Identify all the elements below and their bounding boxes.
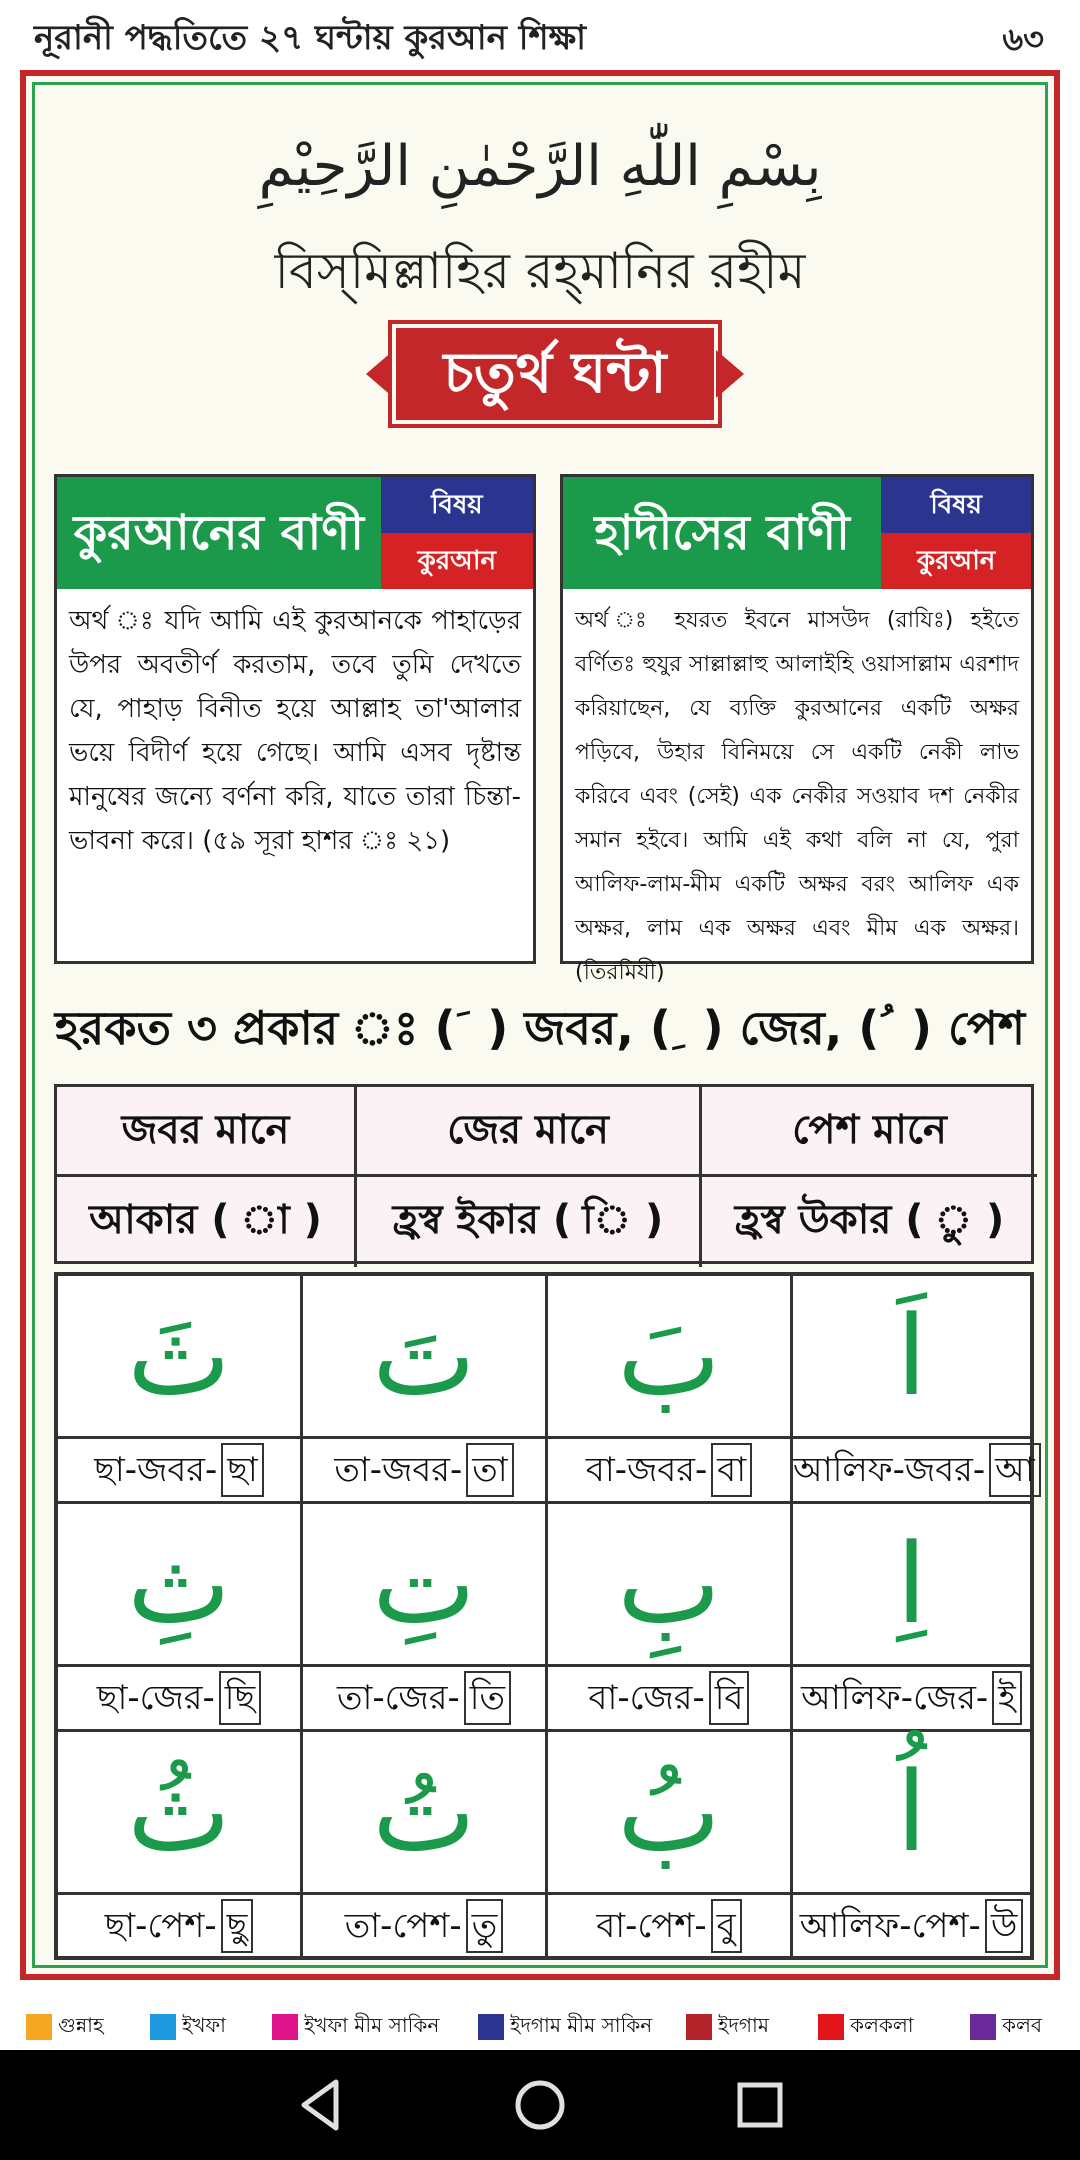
letter-sound: বি (709, 1671, 750, 1725)
letter-cell (303, 1276, 548, 1504)
meaning-table (54, 1084, 1034, 1264)
letter-label (58, 1436, 300, 1502)
letter-sound: ছু (221, 1899, 254, 1953)
bismillah-arabic: بِسْمِ اللّٰهِ الرَّحْمٰنِ الرَّحِيْمِ (258, 134, 822, 199)
legend-swatch (272, 2014, 298, 2040)
letter-cell (548, 1276, 793, 1504)
letter-grid (54, 1272, 1034, 1960)
letter-label (548, 1664, 790, 1730)
legend-label: ইদগাম (718, 2013, 769, 2037)
letter-sound: বু (711, 1899, 742, 1953)
quran-panel-title: কুরআনের বাণী (73, 505, 365, 561)
home-icon[interactable] (507, 2072, 573, 2138)
legend-item (26, 2010, 103, 2040)
arabic-letter: اِ (896, 1520, 927, 1648)
hadith-panel (560, 474, 1034, 985)
quran-panel-tag-topic: কুরআন (381, 533, 533, 589)
quran-panel (54, 474, 536, 964)
page-frame (20, 70, 1060, 1980)
legend-item (478, 2010, 652, 2040)
legend-label: গুন্নাহ (58, 2013, 104, 2037)
letter-cell (303, 1504, 548, 1732)
bismillah-bengali: বিস্‌মিল্লাহির রহ্‌মানির রহীম (274, 242, 806, 300)
harakat-heading: হরকত ৩ প্রকার ঃ ( َ ) জবর, ( ِ ) জের, ( ُ ) পেশ (54, 1001, 1026, 1055)
ribbon-left-arrow-icon (366, 350, 394, 398)
letter-name: তা-জের- (336, 1678, 460, 1718)
meaning-header: পেশ মানে (702, 1087, 1037, 1177)
tajweed-legend (0, 2004, 1080, 2044)
quran-panel-text: অর্থ ঃ যদি আমি এই কুরআনকে পাহাড়ের উপর অবতীর্ণ করতাম, তবে তুমি দেখতে যে, পাহাড় বিনীত হয়ে আল্লাহ তা'আলার ভয়ে বিদীর্ণ হয়ে গেছে। আমি এসব দৃষ্টান্ত মানুষের জন্যে বর্ণনা করি, যাতে তারা চিন্তা-ভাবনা করে। (৫৯ সূরা হাশর ঃ ২১) (69, 606, 521, 856)
hadith-panel-tag-topic: কুরআন (881, 533, 1031, 589)
arabic-letter: ثُ (127, 1748, 231, 1876)
letter-sound: তি (464, 1671, 511, 1725)
letter-name: বা-জের- (588, 1678, 705, 1718)
arabic-letter: اَ (896, 1292, 927, 1420)
letter-label (793, 1892, 1030, 1958)
hadith-panel-header (563, 477, 1031, 589)
letter-label (303, 1892, 545, 1958)
quran-panel-tag-subject: বিষয় (381, 477, 533, 533)
legend-swatch (970, 2014, 996, 2040)
letter-name: তা-জবর- (334, 1450, 463, 1490)
quran-panel-header (57, 477, 533, 589)
letter-sound: ছি (219, 1671, 261, 1725)
letter-name: আলিফ-পেশ- (799, 1906, 981, 1946)
arabic-letter: تُ (372, 1748, 476, 1876)
letter-name: ছা-জবর- (94, 1450, 218, 1490)
letter-cell (793, 1276, 1035, 1504)
arabic-letter: ثَ (127, 1292, 231, 1420)
letter-name: ছা-জের- (96, 1678, 215, 1718)
arabic-letter: ثِ (127, 1520, 231, 1648)
legend-item (818, 2010, 914, 2040)
back-icon[interactable] (290, 2072, 356, 2138)
letter-name: আলিফ-জের- (801, 1678, 989, 1718)
letter-cell (793, 1504, 1030, 1732)
letter-cell (58, 1732, 303, 1956)
letter-cell (303, 1732, 548, 1956)
arabic-letter: بِ (617, 1520, 721, 1648)
page-content (46, 94, 1034, 1960)
letter-sound: তা (466, 1443, 513, 1497)
letter-label (548, 1892, 790, 1958)
letter-name: আলিফ-জবর- (793, 1450, 986, 1490)
legend-swatch (478, 2014, 504, 2040)
legend-item (970, 2010, 1042, 2040)
meaning-value: হ্রস্ব ইকার ( ি ) (357, 1177, 702, 1267)
letter-label (58, 1664, 300, 1730)
hadith-panel-text: অর্থ ঃ হযরত ইবনে মাসউদ (রাযিঃ) হইতে বর্ণিতঃ হুযুর সাল্লাল্লাহু আলাইহি ওয়াসাল্লাম এরশাদ করিয়াছেন, যে ব্যক্তি কুরআনের একটি অক্ষর পড়িবে, উহার বিনিময়ে সে একটি নেকী লাভ করিবে এবং (সেই) এক নেকীর সওয়াব দশ নেকীর সমান হইবে। আমি এই কথা বলি না যে, পুরা আলিফ-লাম-মীম একটি অক্ষর বরং আলিফ এক অক্ষর, লাম এক অক্ষর এবং মীম এক অক্ষর। (তিরমিযী) (575, 608, 1019, 985)
legend-label: কলকলা (850, 2013, 914, 2037)
letter-sound: বা (711, 1443, 752, 1497)
meaning-header: জের মানে (357, 1087, 702, 1177)
letter-label (303, 1664, 545, 1730)
legend-swatch (818, 2014, 844, 2040)
letter-sound: ছা (221, 1443, 263, 1497)
arabic-letter: اُ (896, 1748, 927, 1876)
letter-sound: উ (985, 1899, 1023, 1953)
letter-label (58, 1892, 300, 1958)
arabic-letter: بُ (617, 1748, 721, 1876)
legend-swatch (150, 2014, 176, 2040)
meaning-header: জবর মানে (57, 1087, 357, 1177)
legend-label: ইখফা (182, 2013, 226, 2037)
hadith-panel-tag-subject: বিষয় (881, 477, 1031, 533)
letter-sound: আ (989, 1443, 1041, 1497)
legend-label: ইখফা মীম সাকিন (304, 2013, 440, 2037)
letter-label (303, 1436, 545, 1502)
letter-cell (793, 1732, 1030, 1956)
letter-sound: ই (992, 1671, 1022, 1725)
meaning-value: হ্রস্ব উকার ( ু ) (734, 1197, 1005, 1243)
letter-label (548, 1436, 790, 1502)
letter-name: বা-পেশ- (596, 1906, 707, 1946)
letter-label (793, 1436, 1035, 1502)
arabic-letter: تِ (372, 1520, 476, 1648)
letter-cell (58, 1504, 303, 1732)
letter-name: ছা-পেশ- (104, 1906, 217, 1946)
page-number: ৬৩ (1002, 20, 1044, 58)
letter-cell (548, 1732, 793, 1956)
system-nav-bar (0, 2050, 1080, 2160)
legend-item (686, 2010, 769, 2040)
letter-cell (58, 1276, 303, 1504)
legend-label: কলব (1002, 2013, 1043, 2037)
arabic-letter: تَ (372, 1292, 476, 1420)
chapter-label: চতুর্থ ঘন্টা (392, 324, 718, 424)
letter-name: তা-পেশ- (344, 1906, 462, 1946)
chapter-ribbon (392, 324, 718, 424)
legend-swatch (686, 2014, 712, 2040)
letter-name: বা-জবর- (585, 1450, 708, 1490)
letter-sound: তু (466, 1899, 504, 1953)
meaning-value: আকার ( া ) (57, 1177, 357, 1267)
book-title: নূরানী পদ্ধতিতে ২৭ ঘন্টায় কুরআন শিক্ষা (34, 18, 587, 58)
letter-label (793, 1664, 1030, 1730)
letter-cell (548, 1504, 793, 1732)
page-header (0, 0, 1080, 72)
hadith-panel-title: হাদীসের বাণী (594, 505, 850, 561)
legend-label: ইদগাম মীম সাকিন (510, 2013, 653, 2037)
ribbon-right-arrow-icon (716, 350, 744, 398)
legend-item (150, 2010, 226, 2040)
legend-swatch (26, 2014, 52, 2040)
legend-item (272, 2010, 439, 2040)
arabic-letter: بَ (617, 1292, 721, 1420)
recents-icon[interactable] (727, 2072, 793, 2138)
